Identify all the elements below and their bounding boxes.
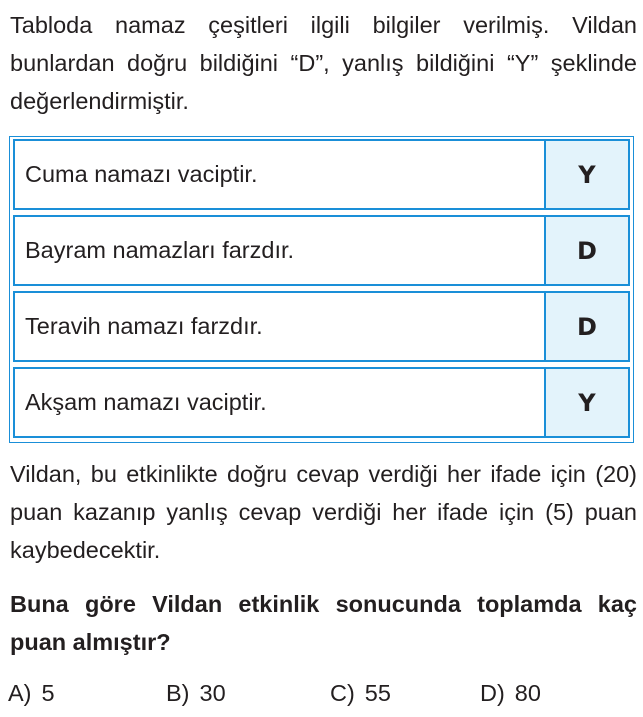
answer-options xyxy=(8,680,638,710)
statement-cell: Teravih namazı farzdır. xyxy=(15,293,546,360)
answer-cell: Y xyxy=(546,369,628,436)
option-letter: A) xyxy=(8,680,32,706)
option-value: 55 xyxy=(364,680,391,706)
table-row xyxy=(13,291,630,362)
question-text: Buna göre Vildan etkinlik sonucunda toplamda kaç puan almıştır? xyxy=(10,591,637,655)
answer-cell: D xyxy=(546,217,628,284)
option-c[interactable] xyxy=(330,680,391,707)
answer-cell: Y xyxy=(546,141,628,208)
answer-cell: D xyxy=(546,293,628,360)
option-letter: D) xyxy=(480,680,505,706)
statement-cell: Bayram namazları farzdır. xyxy=(15,217,546,284)
option-d[interactable] xyxy=(480,680,541,707)
intro-text: Tabloda namaz çeşitleri ilgili bilgiler verilmiş. Vildan bunlardan doğru bildiğini “D”, yanlış bildiğini “Y” şeklinde değerlendirmiştir. xyxy=(10,12,637,114)
option-letter: C) xyxy=(330,680,355,706)
statements-table xyxy=(9,136,634,443)
table-row xyxy=(13,367,630,438)
option-b[interactable] xyxy=(166,680,226,707)
table-row xyxy=(13,139,630,210)
statement-cell: Cuma namazı vaciptir. xyxy=(15,141,546,208)
option-value: 80 xyxy=(514,680,541,706)
option-letter: B) xyxy=(166,680,190,706)
table-row xyxy=(13,215,630,286)
statement-cell: Akşam namazı vaciptir. xyxy=(15,369,546,436)
scoring-info-text: Vildan, bu etkinlikte doğru cevap verdiği her ifade için (20) puan kazanıp yanlış cevap verdiği her ifade için (5) puan kaybedecektir. xyxy=(10,461,637,563)
option-value: 5 xyxy=(41,680,55,706)
option-a[interactable] xyxy=(8,680,55,707)
option-value: 30 xyxy=(199,680,226,706)
